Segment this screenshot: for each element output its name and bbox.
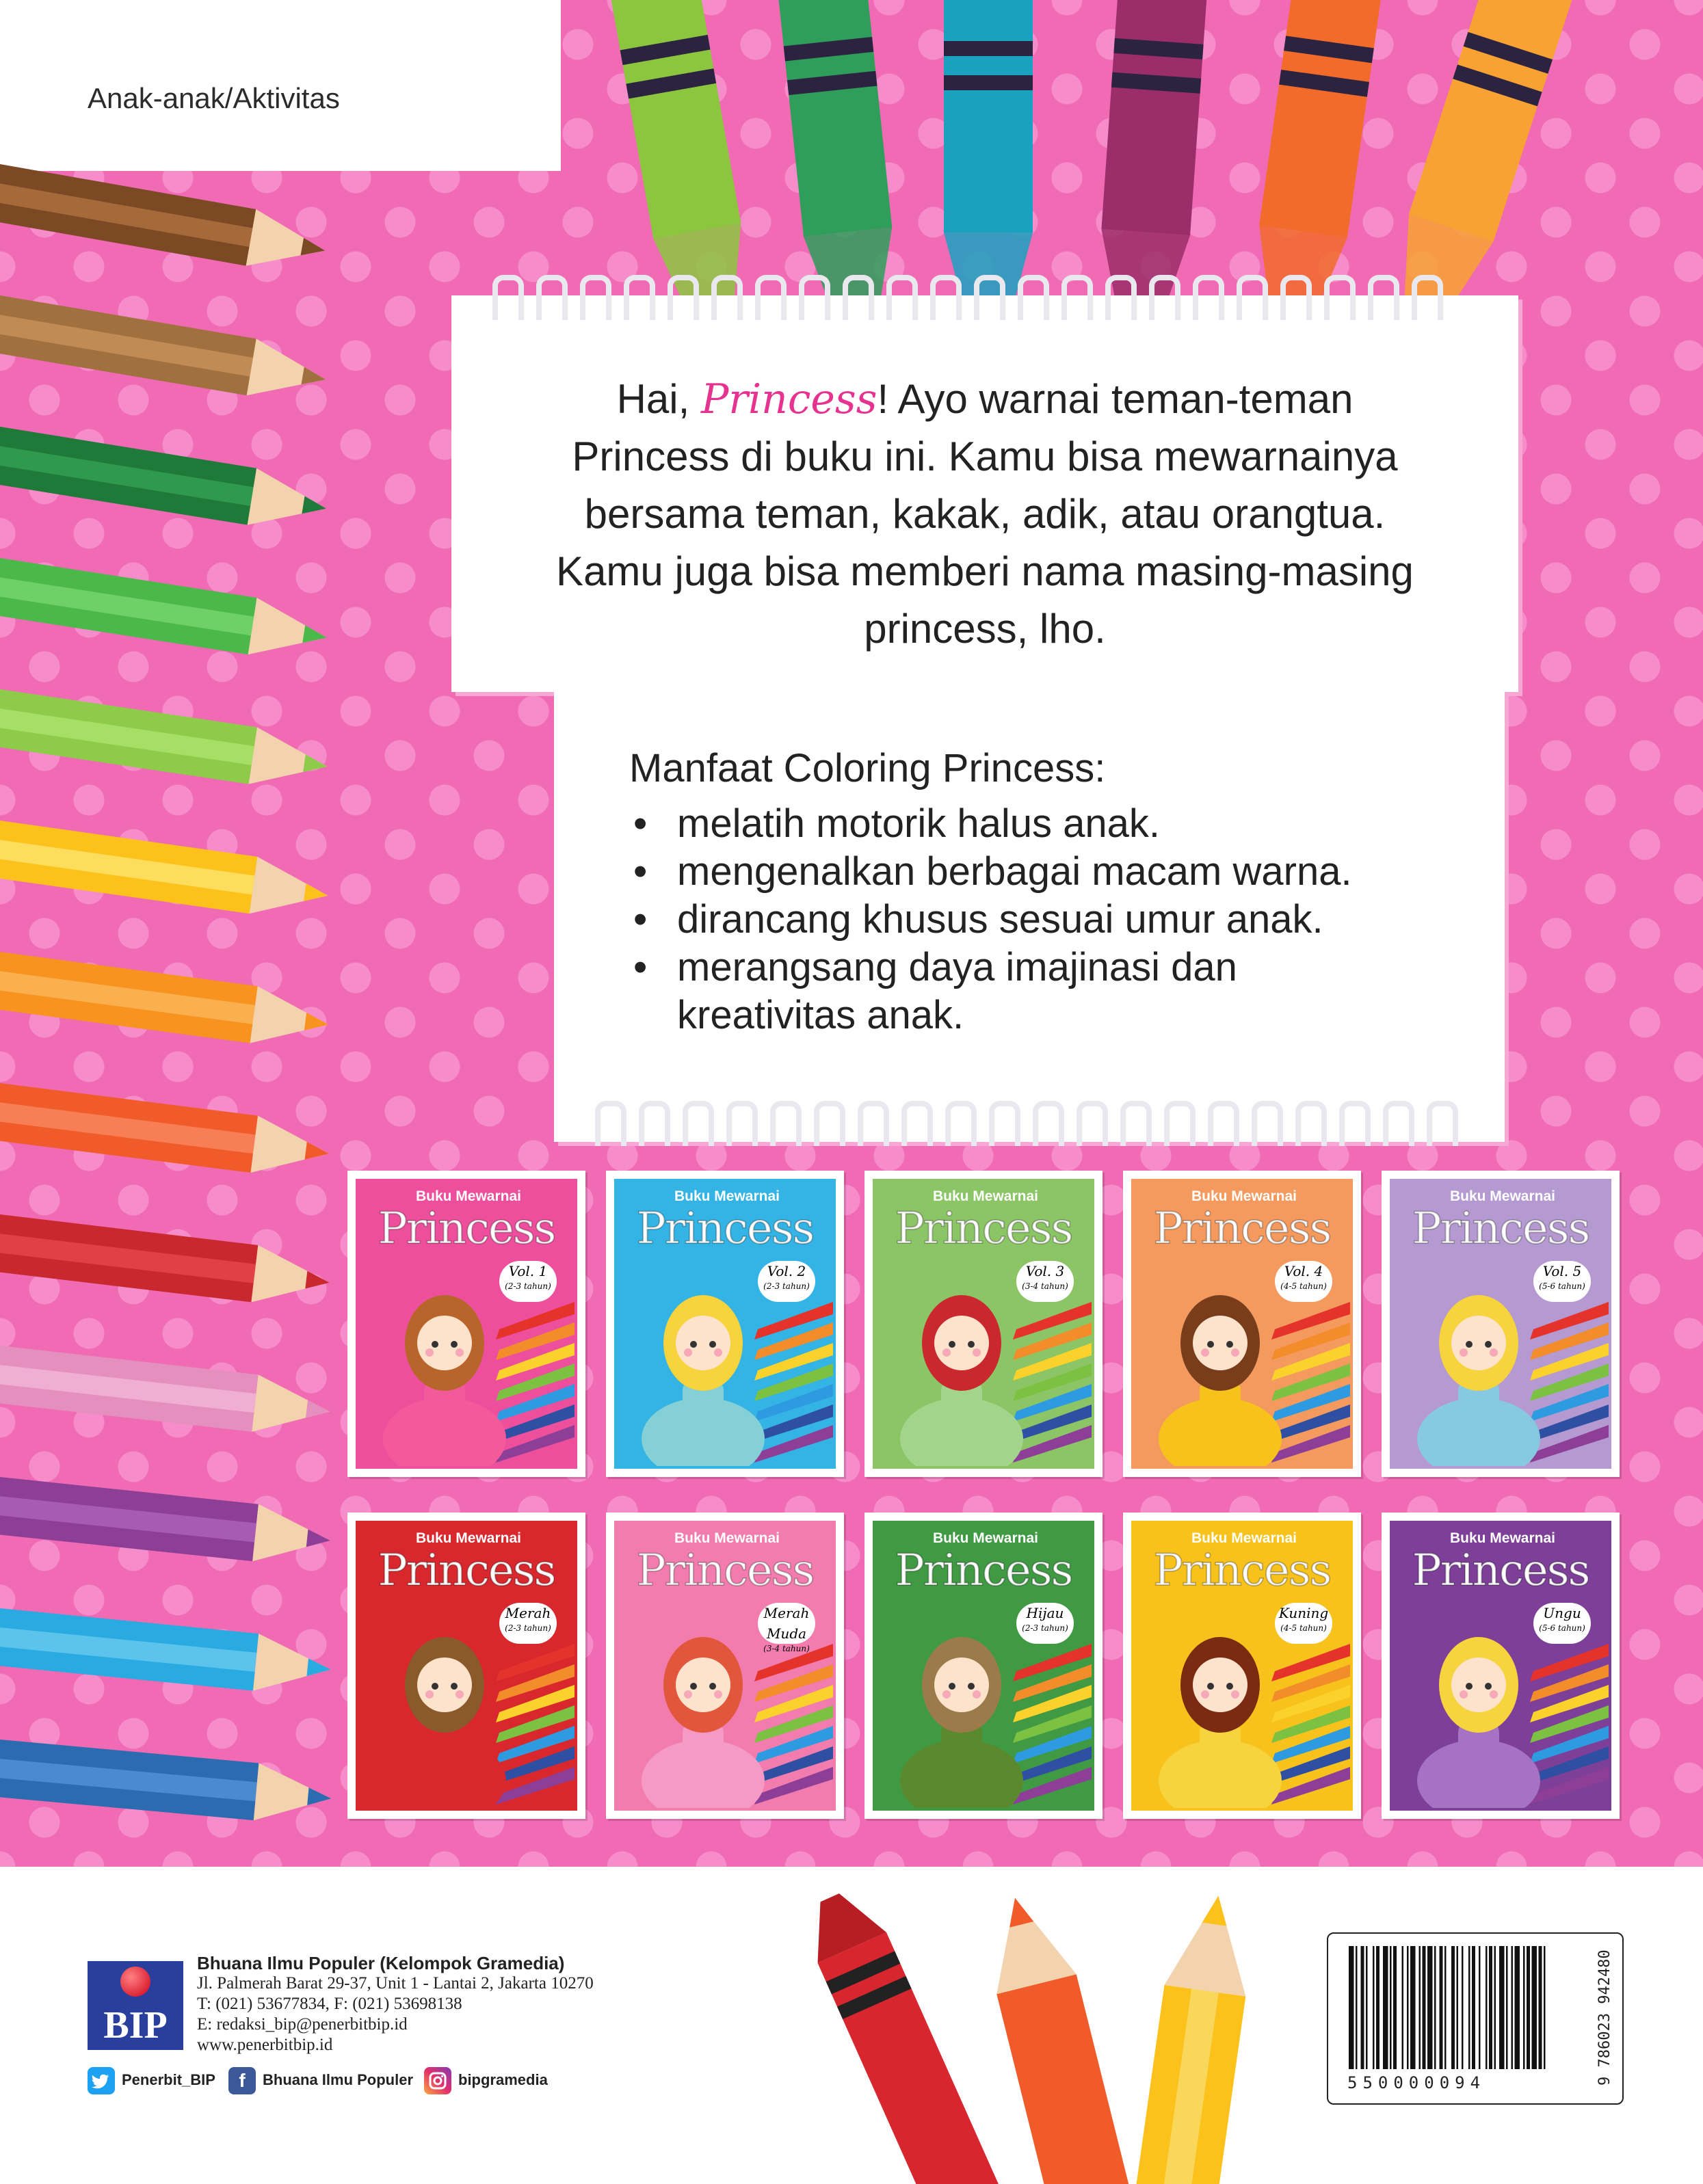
book-cover-art — [614, 1179, 836, 1469]
book-cover — [1382, 1513, 1620, 1819]
binder-ring — [1105, 275, 1137, 320]
book-title: Princess — [636, 1545, 814, 1596]
binder-ring — [886, 275, 918, 320]
princess-illustration — [376, 1281, 581, 1466]
barcode-bottom-digits: 550000094 — [1347, 2073, 1486, 2092]
binder-ring — [639, 1101, 670, 1146]
instagram-handle — [424, 2065, 548, 2095]
book-cover-art — [873, 1521, 1094, 1811]
binder-ring — [945, 1101, 977, 1146]
book-age-range: (5-6 tahun) — [1539, 1281, 1585, 1291]
binder-ring — [1252, 1101, 1283, 1146]
binder-ring — [683, 1101, 714, 1146]
benefits-title: Manfaat Coloring Princess: — [629, 746, 1106, 790]
publisher-phone: T: (021) 53677834, F: (021) 53698138 — [197, 1995, 462, 2013]
book-volume-label: Vol. 5 — [1542, 1263, 1582, 1279]
book-cover — [1123, 1513, 1361, 1819]
benefit-item: • melatih motorik halus anak. — [629, 800, 1352, 848]
binder-ring — [1149, 275, 1180, 320]
binder-ring — [1368, 275, 1399, 320]
book-title: Princess — [378, 1203, 555, 1254]
binder-ring — [974, 275, 1005, 320]
binder-ring — [755, 275, 787, 320]
book-volume-label: Merah Muda — [763, 1605, 810, 1642]
book-series-label: Buku Mewarnai — [674, 1188, 780, 1204]
twitter-handle — [88, 2065, 215, 2095]
binder-ring — [814, 1101, 845, 1146]
intro-after: ! Ayo warnai teman-teman Princess di buku ini. Kamu bisa mewarnainya bersama teman, kakak, adik, atau orangtua. Kamu juga bisa memberi nama masing-masing princess, lho. — [556, 376, 1414, 652]
binder-ring — [1339, 1101, 1371, 1146]
princess-illustration — [893, 1623, 1098, 1808]
publisher-info — [197, 1953, 594, 2055]
book-series-label: Buku Mewarnai — [1449, 1530, 1556, 1546]
binder-ring — [1033, 1101, 1064, 1146]
publisher-email: E: redaksi_bip@penerbitbip.id — [197, 2015, 408, 2034]
book-cover-art — [1390, 1179, 1611, 1469]
intro-highlight: Princess — [700, 375, 877, 423]
facebook-handle — [228, 2065, 413, 2095]
intro-note — [451, 295, 1518, 692]
binder-ring — [1120, 1101, 1152, 1146]
pencils-bottom — [787, 1846, 1334, 2184]
book-age-range: (3-4 tahun) — [763, 1644, 810, 1653]
princess-illustration — [1152, 1623, 1357, 1808]
book-series-label: Buku Mewarnai — [1191, 1530, 1297, 1546]
binder-ring — [1208, 1101, 1239, 1146]
book-series-label: Buku Mewarnai — [932, 1188, 1039, 1204]
book-volume-label: Kuning — [1278, 1605, 1329, 1621]
barcode-isbn-digits: 9 786023 942480 — [1596, 1949, 1613, 2086]
isbn-barcode — [1327, 1932, 1624, 2105]
benefit-item: • mengenalkan berbagai macam warna. — [629, 848, 1352, 896]
book-title: Princess — [378, 1545, 555, 1596]
intro-text — [533, 371, 1436, 658]
book-title: Princess — [1153, 1203, 1331, 1254]
book-age-range: (2-3 tahun) — [763, 1281, 810, 1291]
binder-ring — [1280, 275, 1312, 320]
book-volume-label: Vol. 4 — [1284, 1263, 1323, 1279]
book-cover-art — [1131, 1521, 1353, 1811]
book-cover-art — [1390, 1521, 1611, 1811]
book-cover — [347, 1171, 585, 1477]
binder-ring — [989, 1101, 1020, 1146]
binder-ring — [1164, 1101, 1196, 1146]
binder-ring — [901, 1101, 933, 1146]
book-volume-label: Ungu — [1543, 1605, 1581, 1621]
book-title: Princess — [636, 1203, 814, 1254]
publisher-website: www.penerbitbip.id — [197, 2036, 333, 2054]
book-volume-label: Vol. 1 — [508, 1263, 548, 1279]
book-age-range: (5-6 tahun) — [1539, 1623, 1585, 1633]
princess-illustration — [635, 1281, 840, 1466]
twitter-icon — [88, 2067, 115, 2094]
book-volume-label: Hijau — [1026, 1605, 1064, 1621]
book-cover-art — [356, 1179, 577, 1469]
binder-ring — [595, 1101, 626, 1146]
book-cover — [1382, 1171, 1620, 1477]
pencils-left — [0, 150, 369, 1874]
binder-ring — [536, 275, 568, 320]
binder-ring — [1018, 275, 1049, 320]
binder-ring — [726, 1101, 758, 1146]
twitter-text: Penerbit_BIP — [122, 2071, 215, 2088]
binder-ring — [1383, 1101, 1414, 1146]
binder-ring — [1237, 275, 1268, 320]
book-age-range: (2-3 tahun) — [505, 1623, 551, 1633]
book-cover-art — [614, 1521, 836, 1811]
princess-illustration — [1410, 1623, 1615, 1808]
book-volume-label: Vol. 3 — [1025, 1263, 1065, 1279]
binder-ring — [1061, 275, 1093, 320]
benefits-list — [629, 800, 1352, 1039]
book-title: Princess — [1412, 1203, 1589, 1254]
book-title: Princess — [1153, 1545, 1331, 1596]
book-cover — [864, 1171, 1103, 1477]
binder-ring — [858, 1101, 889, 1146]
binder-rings-top — [492, 275, 1450, 316]
book-cover — [606, 1171, 844, 1477]
book-cover-art — [1131, 1179, 1353, 1469]
book-cover — [1123, 1171, 1361, 1477]
book-series-label: Buku Mewarnai — [415, 1188, 522, 1204]
book-series-label: Buku Mewarnai — [674, 1530, 780, 1546]
category-label: Anak-anak/Aktivitas — [88, 82, 340, 114]
facebook-icon: f — [228, 2067, 256, 2094]
book-age-range: (4-5 tahun) — [1280, 1623, 1327, 1633]
publisher-address: Jl. Palmerah Barat 29-37, Unit 1 - Lantai 2, Jakarta 10270 — [197, 1974, 594, 1993]
princess-illustration — [1410, 1281, 1615, 1466]
binder-ring — [624, 275, 655, 320]
book-age-range: (2-3 tahun) — [1022, 1623, 1068, 1633]
book-cover — [347, 1513, 585, 1819]
binder-rings-bottom — [595, 1101, 1484, 1142]
binder-ring — [799, 275, 830, 320]
binder-ring — [1193, 275, 1224, 320]
book-age-range: (4-5 tahun) — [1280, 1281, 1327, 1291]
instagram-text: bipgramedia — [458, 2071, 548, 2088]
book-series-label: Buku Mewarnai — [1449, 1188, 1556, 1204]
book-series-label: Buku Mewarnai — [1191, 1188, 1297, 1204]
princess-illustration — [376, 1623, 581, 1808]
princess-illustration — [1152, 1281, 1357, 1466]
princess-illustration — [635, 1623, 840, 1808]
barcode-bars — [1349, 1946, 1595, 2069]
binder-ring — [1295, 1101, 1327, 1146]
book-title: Princess — [895, 1545, 1072, 1596]
bip-logo-ball — [120, 1967, 150, 1997]
binder-ring — [580, 275, 611, 320]
book-volume-label: Vol. 2 — [767, 1263, 806, 1279]
book-series-label: Buku Mewarnai — [415, 1530, 522, 1546]
intro-before: Hai, — [616, 376, 701, 422]
bip-logo — [88, 1961, 183, 2050]
book-series-label: Buku Mewarnai — [932, 1530, 1039, 1546]
book-title: Princess — [1412, 1545, 1589, 1596]
book-cover — [606, 1513, 844, 1819]
book-cover-art — [356, 1521, 577, 1811]
benefits-note — [554, 691, 1505, 1142]
instagram-icon — [424, 2067, 451, 2094]
book-age-range: (3-4 tahun) — [1022, 1281, 1068, 1291]
bip-logo-text: BIP — [103, 2004, 168, 2047]
book-volume-label: Merah — [505, 1605, 551, 1621]
benefit-item: • dirancang khusus sesuai umur anak. — [629, 896, 1352, 944]
binder-ring — [770, 1101, 802, 1146]
binder-ring — [1427, 1101, 1458, 1146]
binder-ring — [711, 275, 743, 320]
binder-ring — [668, 275, 699, 320]
facebook-text: Bhuana Ilmu Populer — [263, 2071, 414, 2088]
binder-ring — [930, 275, 962, 320]
binder-ring — [843, 275, 874, 320]
book-cover — [864, 1513, 1103, 1819]
binder-ring — [1412, 275, 1443, 320]
binder-ring — [1324, 275, 1356, 320]
publisher-name: Bhuana Ilmu Populer (Kelompok Gramedia) — [197, 1953, 565, 1973]
binder-ring — [1077, 1101, 1108, 1146]
book-title: Princess — [895, 1203, 1072, 1254]
princess-illustration — [893, 1281, 1098, 1466]
book-cover-art — [873, 1179, 1094, 1469]
binder-ring — [492, 275, 524, 320]
book-age-range: (2-3 tahun) — [505, 1281, 551, 1291]
benefit-item: • merangsang daya imajinasi dan kreativitas anak. — [629, 944, 1238, 1039]
